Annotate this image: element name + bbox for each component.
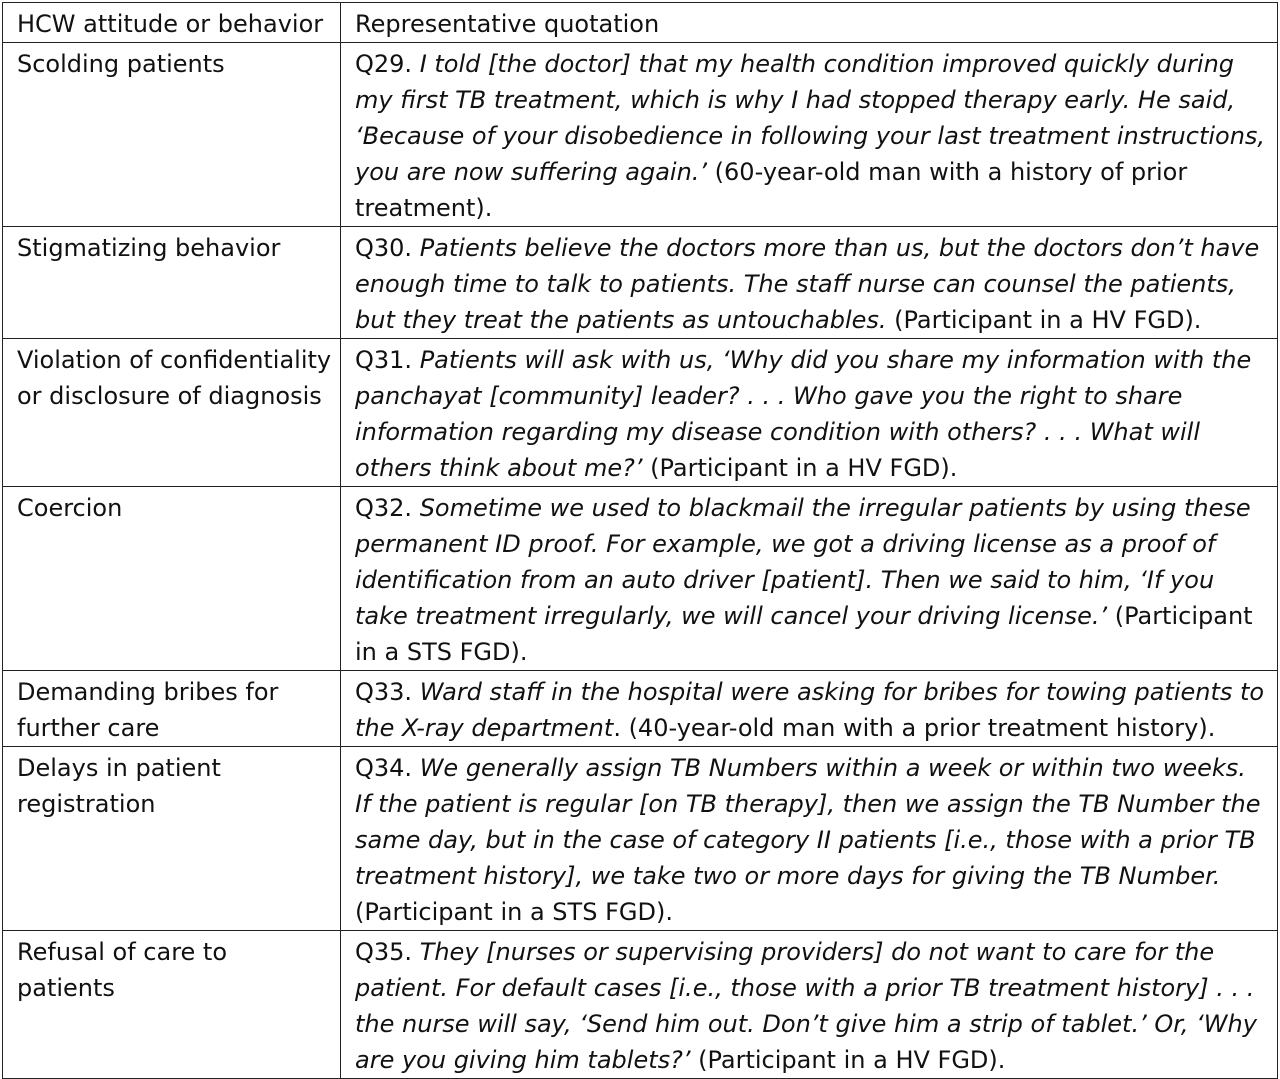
behavior-label: Violation of confidentiality or disclosure of diagnosis xyxy=(17,346,332,410)
quotation-cell xyxy=(341,931,1278,1079)
quote-text: We generally assign TB Numbers within a week or within two weeks. If the patient is regular [on TB therapy], then we assign the TB Number the same day, but in the case of category II patients [i.e., those with a prior TB treatment history], we take two or more days for giving the TB Number. xyxy=(355,754,1261,890)
header-behavior-label: HCW attitude or behavior xyxy=(17,10,324,38)
quotation-cell xyxy=(341,487,1278,671)
quotation-cell xyxy=(341,43,1278,227)
table-row xyxy=(3,227,1278,339)
behavior-label: Coercion xyxy=(17,494,123,522)
quote-id: Q33. xyxy=(355,678,420,706)
quote-id: Q32. xyxy=(355,494,420,522)
quote-id: Q29. xyxy=(355,50,420,78)
behavior-cell xyxy=(3,747,341,931)
quotation-cell xyxy=(341,227,1278,339)
quote-source: (Participant in a HV FGD). xyxy=(690,1046,1006,1074)
quote-source: (Participant in a HV FGD). xyxy=(642,454,958,482)
header-cell-behavior xyxy=(3,3,341,43)
quote-id: Q30. xyxy=(355,234,420,262)
behavior-label: Delays in patient registration xyxy=(17,754,221,818)
header-quotation-label: Representative quotation xyxy=(355,10,660,38)
quote-source: . (40-year-old man with a prior treatment history). xyxy=(613,714,1216,742)
table-row xyxy=(3,339,1278,487)
quotation-cell xyxy=(341,339,1278,487)
quote-source: (Participant in a STS FGD). xyxy=(355,602,1253,666)
behavior-cell xyxy=(3,43,341,227)
table-row xyxy=(3,487,1278,671)
quote-id: Q34. xyxy=(355,754,420,782)
quote-text: Ward staff in the hospital were asking for bribes for towing patients to the X-ray department xyxy=(355,678,1265,742)
behavior-cell xyxy=(3,671,341,747)
behavior-cell xyxy=(3,931,341,1079)
quotation-cell xyxy=(341,747,1278,931)
behavior-label: Scolding patients xyxy=(17,50,225,78)
quote-source: (Participant in a STS FGD). xyxy=(355,898,673,926)
quote-source: (60-year-old man with a history of prior treatment). xyxy=(355,158,1188,222)
table-row xyxy=(3,747,1278,931)
behavior-label: Demanding bribes for further care xyxy=(17,678,279,742)
behavior-label: Stigmatizing behavior xyxy=(17,234,281,262)
behavior-cell xyxy=(3,487,341,671)
table-row xyxy=(3,931,1278,1079)
quote-text: Sometime we used to blackmail the irregular patients by using these permanent ID proof. For example, we got a driving license as a proof of identification from an auto driver [patient]. Then we said to him, ‘If you take treatment irregularly, we will cancel your driving license.’ xyxy=(355,494,1251,630)
quote-id: Q35. xyxy=(355,938,420,966)
quote-id: Q31. xyxy=(355,346,420,374)
table-row xyxy=(3,671,1278,747)
quote-text: They [nurses or supervising providers] do not want to care for the patient. For default cases [i.e., those with a prior TB treatment history] . . . the nurse will say, ‘Send him out. Don’t give him a strip of tablet.’ Or, ‘Why are you giving him tablets?’ xyxy=(355,938,1257,1074)
behavior-cell xyxy=(3,227,341,339)
header-cell-quotation xyxy=(341,3,1278,43)
behavior-cell xyxy=(3,339,341,487)
quote-source: (Participant in a HV FGD). xyxy=(886,306,1202,334)
table-row xyxy=(3,43,1278,227)
table-header-row xyxy=(3,3,1278,43)
quote-text: Patients believe the doctors more than us, but the doctors don’t have enough time to talk to patients. The staff nurse can counsel the patients, but they treat the patients as untouchables. xyxy=(355,234,1260,334)
quote-text: I told [the doctor] that my health condition improved quickly during my first TB treatment, which is why I had stopped therapy early. He said, ‘Because of your disobedience in following your last treatment instructions, you are now suffering again.’ xyxy=(355,50,1266,186)
behavior-quotation-table xyxy=(2,2,1278,1079)
quote-text: Patients will ask with us, ‘Why did you share my information with the panchayat [community] leader? . . . Who gave you the right to share information regarding my disease condition with others? . . . What will others think about me?’ xyxy=(355,346,1252,482)
quotation-cell xyxy=(341,671,1278,747)
behavior-label: Refusal of care to patients xyxy=(17,938,228,1002)
